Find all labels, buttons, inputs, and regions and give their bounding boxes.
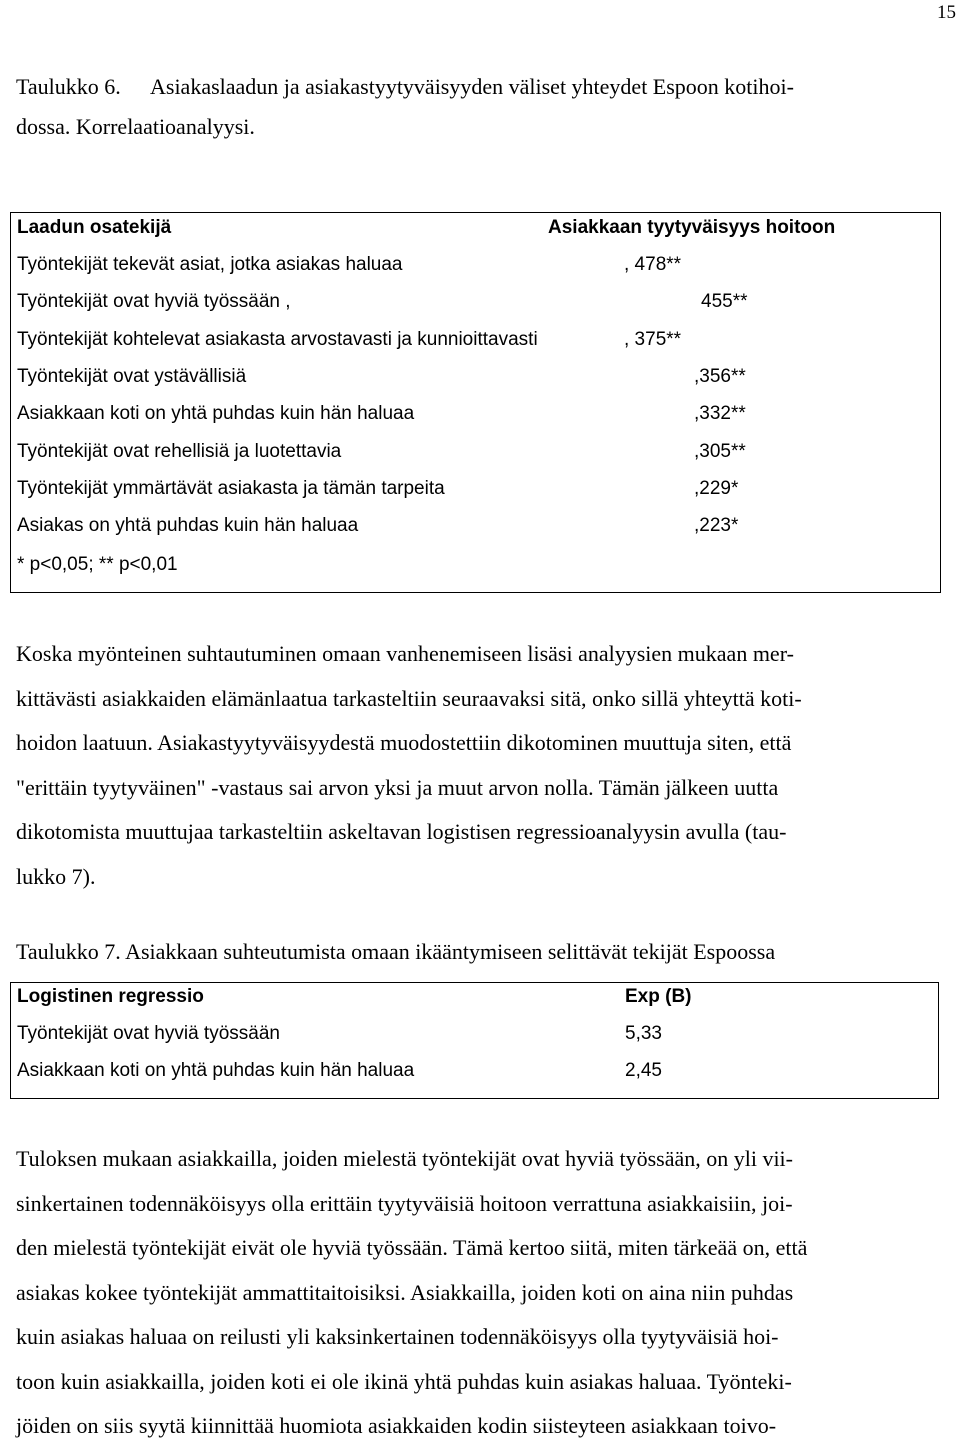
caption-number: Taulukko 6. bbox=[16, 74, 121, 99]
table6-caption bbox=[16, 67, 794, 147]
paragraph-line: kuin asiakas haluaa on reilusti yli kaksinkertainen todennäköisyys olla tyytyväisiä hoi- bbox=[16, 1324, 779, 1349]
row-factor: Työntekijät ymmärtävät asiakasta ja tämän tarpeita bbox=[17, 478, 445, 499]
paragraph-line: asiakas kokee työntekijät ammattitaitoisiksi. Asiakkailla, joiden koti on aina niin puhdas bbox=[16, 1279, 794, 1305]
row-factor: Asiakkaan koti on yhtä puhdas kuin hän haluaa bbox=[17, 403, 415, 424]
row-value: ,223* bbox=[694, 515, 739, 536]
row-value: ,305** bbox=[694, 441, 746, 462]
paragraph-line: jöiden on siis syytä kiinnittää huomiota asiakkaiden kodin siisteyteen asiakkaan toivo- bbox=[16, 1413, 777, 1438]
page-number: 15 bbox=[937, 2, 956, 23]
paragraph-line: Koska myönteinen suhtautuminen omaan vanhenemiseen lisäsi analyysien mukaan mer- bbox=[16, 641, 794, 666]
row-factor: Asiakas on yhtä puhdas kuin hän haluaa bbox=[17, 515, 359, 536]
paragraph-line: Tuloksen mukaan asiakkailla, joiden mielestä työntekijät ovat hyviä työssään, on yli vii- bbox=[16, 1146, 793, 1171]
row-factor: Asiakkaan koti on yhtä puhdas kuin hän haluaa bbox=[17, 1060, 415, 1081]
body-paragraph bbox=[16, 632, 802, 899]
row-factor: Työntekijät kohtelevat asiakasta arvostavasti ja kunnioittavasti bbox=[17, 329, 538, 350]
paragraph-line: sinkertainen todennäköisyys olla erittäin tyytyväisiä hoitoon verrattuna asiakkaisiin, joi- bbox=[16, 1190, 793, 1216]
caption-text: Asiakaslaadun ja asiakastyytyväisyyden väliset yhteydet Espoon kotihoi- bbox=[150, 74, 794, 99]
column-header-factor: Laadun osatekijä bbox=[17, 217, 172, 238]
caption-text: Taulukko 7. Asiakkaan suhteutumista omaan ikääntymiseen selittävät tekijät Espoossa bbox=[16, 939, 776, 964]
column-header-value: Exp (B) bbox=[625, 986, 692, 1007]
row-factor: Työntekijät ovat hyviä työssään bbox=[17, 1023, 280, 1044]
caption-line bbox=[16, 67, 794, 107]
paragraph-line: dikotomista muuttujaa tarkasteltiin askeltavan logistisen regressioanalyysin avulla (tau- bbox=[16, 819, 787, 844]
regression-table bbox=[10, 982, 939, 1099]
footnote-text: * p<0,05; ** p<0,01 bbox=[17, 554, 178, 575]
column-header-value: Asiakkaan tyytyväisyys hoitoon bbox=[548, 217, 836, 238]
paragraph-line: hoidon laatuun. Asiakastyytyväisyydestä muodostettiin dikotominen muuttuja siten, että bbox=[16, 730, 792, 755]
row-value: , 478** bbox=[624, 254, 682, 275]
row-factor: Työntekijät tekevät asiat, jotka asiakas haluaa bbox=[17, 254, 403, 275]
row-factor: Työntekijät ovat ystävällisiä bbox=[17, 366, 247, 387]
body-paragraph bbox=[16, 1137, 807, 1449]
paragraph-line: kittävästi asiakkaiden elämänlaatua tarkasteltiin seuraavaksi sitä, onko sillä yhteyttä koti- bbox=[16, 685, 802, 711]
table7-caption bbox=[16, 932, 775, 972]
row-factor: Työntekijät ovat rehellisiä ja luotettavia bbox=[17, 441, 342, 462]
row-value: ,332** bbox=[694, 403, 746, 424]
correlation-table bbox=[10, 212, 941, 593]
row-value: 2,45 bbox=[625, 1060, 662, 1081]
column-header-factor: Logistinen regressio bbox=[17, 986, 204, 1007]
row-value: , 375** bbox=[624, 329, 682, 350]
paragraph-line: "erittäin tyytyväinen" -vastaus sai arvon yksi ja muut arvon nolla. Tämän jälkeen uutta bbox=[16, 774, 779, 800]
row-value: ,356** bbox=[694, 366, 746, 387]
row-value: ,229* bbox=[694, 478, 739, 499]
row-factor: Työntekijät ovat hyviä työssään , bbox=[17, 291, 291, 312]
paragraph-line: den mielestä työntekijät eivät ole hyviä työssään. Tämä kertoo siitä, miten tärkeää on, että bbox=[16, 1235, 808, 1260]
paragraph-line: toon kuin asiakkailla, joiden koti ei ole ikinä yhtä puhdas kuin asiakas haluaa. Työnteki- bbox=[16, 1368, 792, 1394]
row-value: 455** bbox=[701, 291, 748, 312]
row-value: 5,33 bbox=[625, 1023, 662, 1044]
paragraph-line: lukko 7). bbox=[16, 863, 96, 889]
caption-line: dossa. Korrelaatioanalyysi. bbox=[16, 114, 255, 139]
